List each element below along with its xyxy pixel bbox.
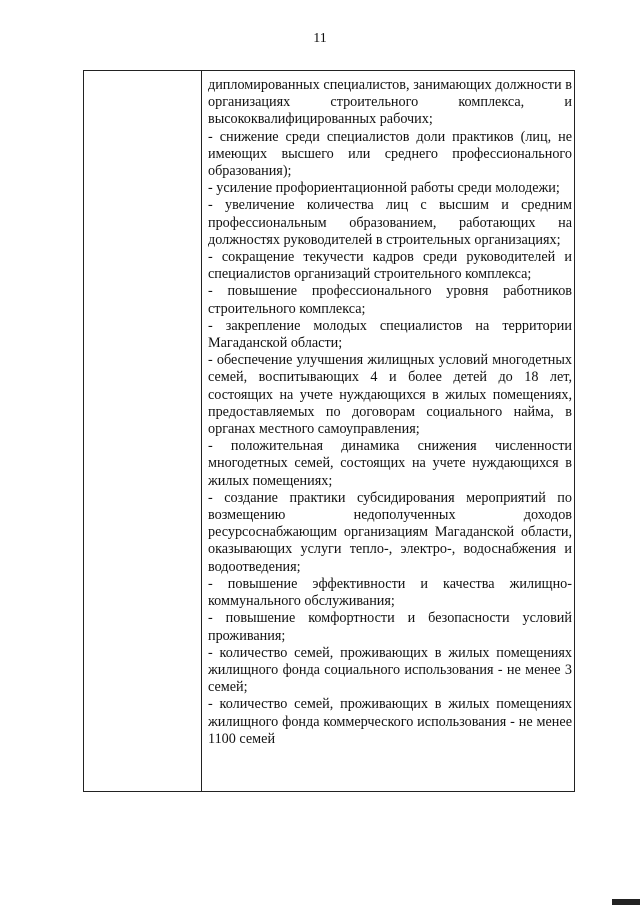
table-paragraph: - повышение комфортности и безопасности условий проживания; <box>208 610 572 644</box>
table-paragraph: - обеспечение улучшения жилищных условий многодетных семей, воспитывающих 4 и более детей до 18 лет, состоящих на учете нуждающихся в жилых помещениях, предоставляемых по договорам социального найма, в органах местного самоуправления; <box>208 352 572 438</box>
document-table <box>83 70 575 792</box>
table-paragraph: - создание практики субсидирования мероприятий по возмещению недополученных доходов ресурсоснабжающим организациям Магаданской области, оказывающих услуги тепло-, электро-, водоснабжения и водоотведения; <box>208 489 572 575</box>
table-paragraph: - усиление профориентационной работы среди молодежи; <box>208 180 560 197</box>
scan-edge-mark <box>612 899 640 905</box>
table-paragraph: - снижение среди специалистов доли практиков (лиц, не имеющих высшего или среднего профессионального образования); <box>208 128 572 180</box>
table-column-divider <box>201 71 202 791</box>
table-content-cell <box>208 77 572 748</box>
page-number: 11 <box>313 31 327 46</box>
table-paragraph: дипломированных специалистов, занимающих должности в организациях строительного комплекса, и высококвалифицированных рабочих; <box>208 77 572 128</box>
table-paragraph: - положительная динамика снижения численности многодетных семей, состоящих на учете нуждающихся в жилых помещениях; <box>208 438 572 489</box>
table-paragraph: - количество семей, проживающих в жилых помещениях жилищного фонда социального использования - не менее 3 семей; <box>208 644 572 696</box>
table-paragraph: - повышение профессионального уровня работников строительного комплекса; <box>208 283 572 317</box>
table-paragraph: - количество семей, проживающих в жилых помещениях жилищного фонда коммерческого использования - не менее 1100 семей <box>208 696 572 747</box>
table-paragraph: - увеличение количества лиц с высшим и средним профессиональным образованием, работающих на должностях руководителей в строительных организациях; <box>208 197 572 248</box>
table-paragraph: - повышение эффективности и качества жилищно-коммунального обслуживания; <box>208 575 572 610</box>
table-paragraph: - сокращение текучести кадров среди руководителей и специалистов организаций строительного комплекса; <box>208 249 572 283</box>
table-paragraph: - закрепление молодых специалистов на территории Магаданской области; <box>208 317 572 352</box>
